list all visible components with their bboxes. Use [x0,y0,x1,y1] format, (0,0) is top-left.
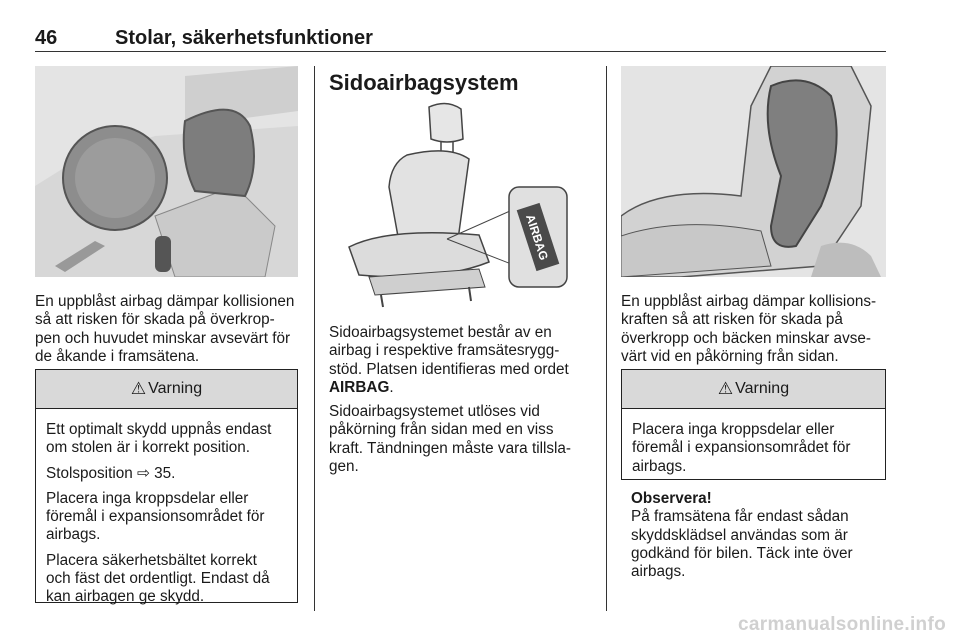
note-body [631,508,886,581]
caption-line: värt vid en påkörning från sidan. [621,347,839,365]
caption-line: överkropp och bäcken minskar avse- [621,329,871,347]
caption-line: de åkande i framsätena. [35,347,200,365]
caption-line: så att risken för skada på överkrop- [35,311,275,329]
note-line: På framsätena får endast sådan [631,508,849,526]
airbag-label-text: AIRBAG [523,212,552,262]
warning-paragraph [632,421,875,476]
caption-side-airbag [621,293,896,366]
deployed-side-airbag-illustration [621,66,886,277]
warning-header [622,370,885,409]
warning-paragraph [46,552,287,607]
warning-body [622,409,885,476]
description-line: påkörning från sidan med en viss [329,421,554,439]
caption-line: En uppblåst airbag dämpar kollisionen [35,293,295,310]
description-line: airbag i respektive framsätesrygg- [329,342,560,360]
note-line: skyddsklädsel användas som är [631,526,848,544]
warning-line: föremål i expansionsområdet för [632,439,851,457]
warning-paragraph [46,421,287,458]
caption-front-airbag [35,293,305,366]
warning-paragraph-reference [46,465,287,483]
watermark: carmanualsonline.info [738,614,946,635]
description-line: Sidoairbagsystemet består av en [329,324,552,341]
column-divider-1 [314,66,315,611]
warning-paragraph [46,490,287,545]
warning-line: Placera inga kroppsdelar eller [632,421,835,438]
note-line: airbags. [631,563,686,581]
caption-line: En uppblåst airbag dämpar kollisions- [621,293,877,310]
airbag-keyword: AIRBAG [329,378,390,396]
front-airbag-illustration [35,66,298,277]
description-line: kraft. Tändningen måste vara tillsla- [329,439,572,457]
note-block [631,490,886,581]
warning-header [36,370,297,409]
warning-line: föremål i expansionsområdet för [46,508,265,526]
warning-triangle-icon: ⚠ [130,379,147,398]
warning-box-seat-position [35,369,298,606]
note-title: Observera! [631,490,712,507]
caption-line: pen och huvudet minskar avsevärt för [35,329,291,347]
warning-line: Ett optimalt skydd uppnås endast [46,421,272,438]
note-line: godkänd för bilen. Täck inte över [631,544,853,562]
warning-title: Varning [735,380,790,397]
warning-line: om stolen är i korrekt position. [46,439,251,457]
chapter-title: Stolar, säkerhetsfunktioner [115,27,373,49]
warning-line: och fäst det ordentligt. Endast då [46,570,270,588]
side-airbag-seat-illustration [329,97,592,312]
description-line: Sidoairbagsystemet utlöses vid [329,403,540,420]
side-airbag-description [329,324,599,397]
warning-line: Placera inga kroppsdelar eller [46,489,249,507]
warning-box-side-airbag [621,369,886,480]
sentence-end: . [389,378,394,396]
warning-title: Varning [148,380,203,397]
section-title: Sidoairbagsystem [329,70,519,95]
page-header [35,27,886,53]
warning-line: airbags. [632,457,687,475]
warning-line: kan airbagen ge skydd. [46,588,205,606]
warning-triangle-icon: ⚠ [717,379,734,398]
caption-line: kraften så att risken för skada på [621,311,843,329]
column-divider-2 [606,66,607,611]
page-number: 46 [35,27,58,49]
warning-line: Placera säkerhetsbältet korrekt [46,551,257,569]
description-line: gen. [329,457,359,475]
header-divider [35,51,886,52]
reference-text: Stolsposition [46,464,133,482]
page-reference-link[interactable]: 35. [154,464,176,482]
side-airbag-trigger-text [329,403,599,476]
warning-body [36,409,297,607]
arrow-ref-icon[interactable]: ⇨ [136,464,150,482]
description-line: stöd. Platsen identifieras med ordet [329,360,569,378]
warning-line: airbags. [46,526,101,544]
